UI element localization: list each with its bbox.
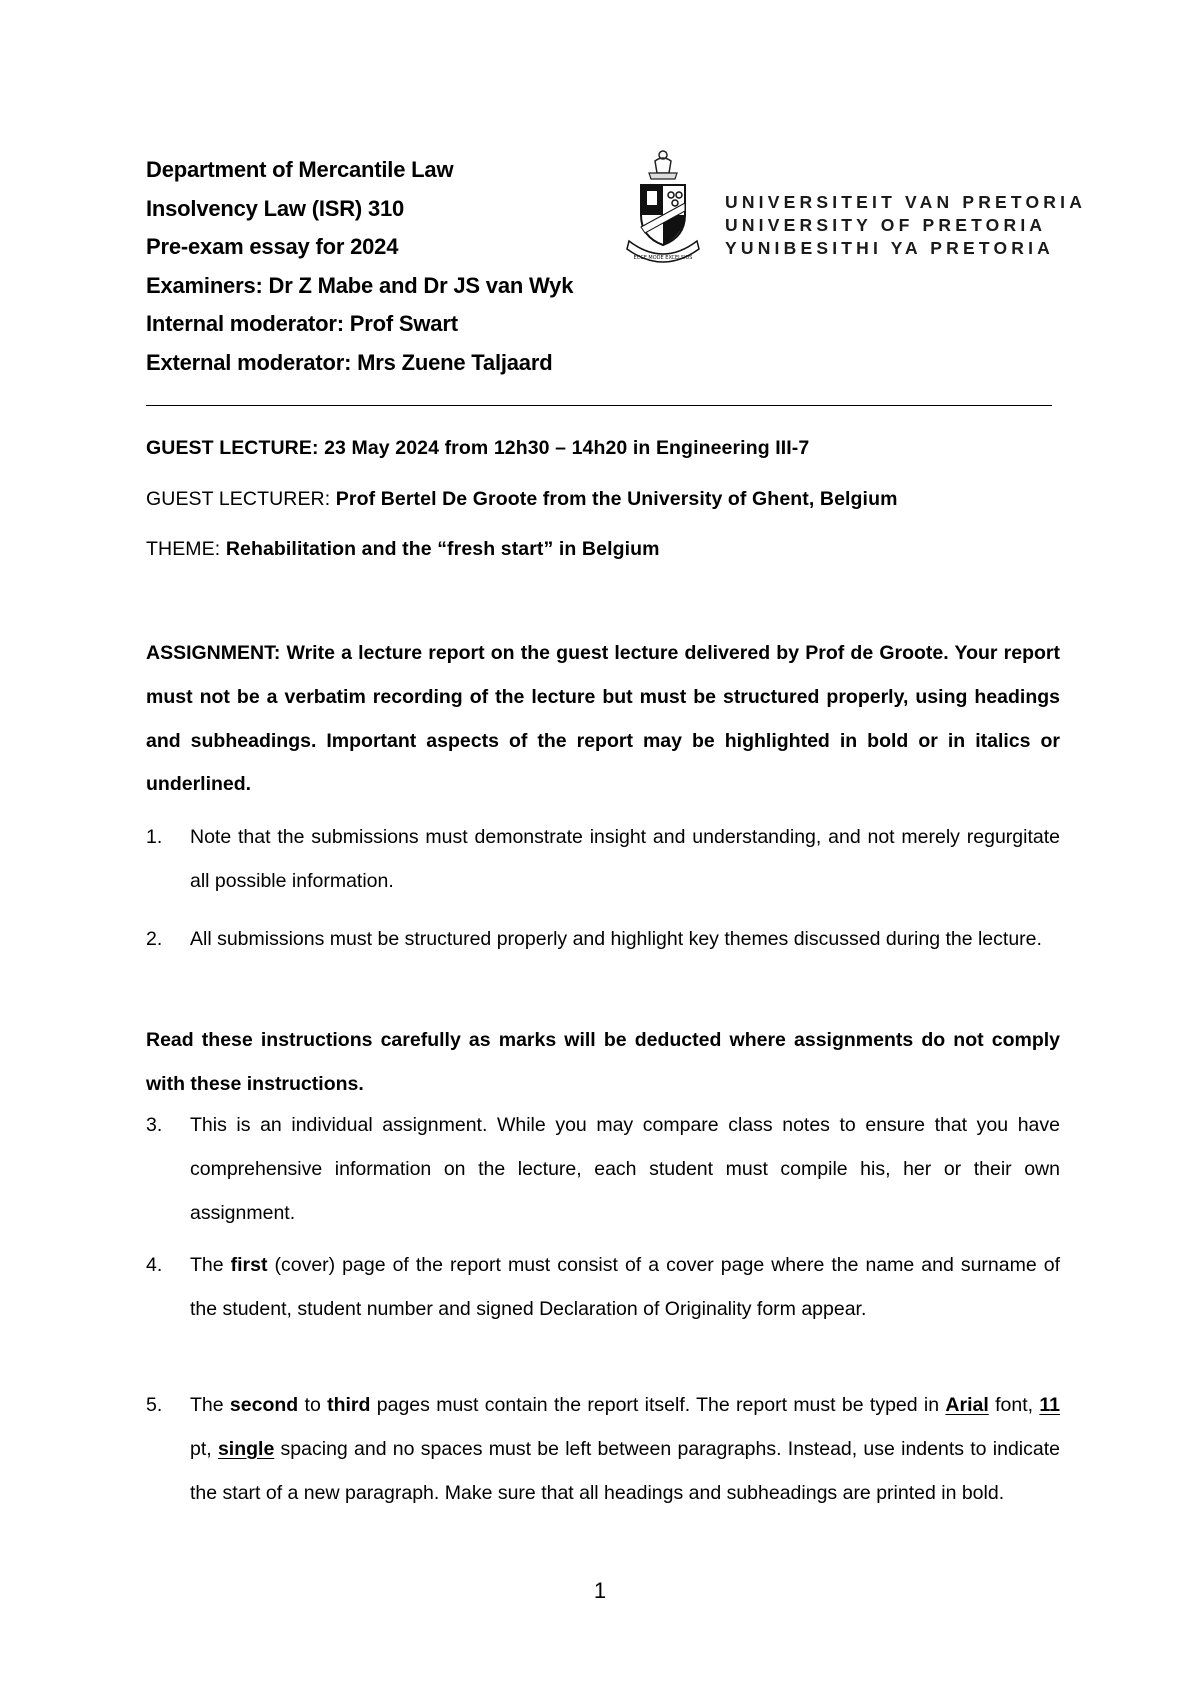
item5-mid2: pages must contain the report itself. The report must be typed in: [370, 1394, 946, 1416]
university-name-sepedi: YUNIBESITHI YA PRETORIA: [725, 238, 1055, 258]
university-name-afrikaans: UNIVERSITEIT VAN PRETORIA: [725, 192, 1087, 212]
instruction-item-2: [146, 918, 1060, 962]
warning-paragraph: Read these instructions carefully as marks will be deducted where assignments do not comply with these instructions.: [146, 1029, 1060, 1095]
item-text: This is an individual assignment. While you may compare class notes to ensure that you have comprehensive information on the lecture, each student must compile his, her or their own assignment.: [190, 1114, 1060, 1224]
examiners-line: Examiners: Dr Z Mabe and Dr JS van Wyk: [146, 272, 574, 298]
header-divider: [146, 405, 1052, 406]
item-number: 4.: [146, 1254, 163, 1276]
guest-lecture-value: 23 May 2024 from 12h30 – 14h20 in Engineering III-7: [324, 437, 810, 459]
assignment-paragraph: ASSIGNMENT: Write a lecture report on the guest lecture delivered by Prof de Groote. Your report must not be a verbatim recording of the lecture but must be structured properly, using headings and subheadings. Important aspects of the report may be highlighted in bold or in italics or underlined.: [146, 642, 1060, 796]
item5-bold-third: third: [327, 1394, 371, 1416]
theme-line: [146, 538, 660, 561]
item-number: 1.: [146, 826, 163, 848]
theme-value: Rehabilitation and the “fresh start” in Belgium: [225, 538, 660, 560]
theme-label: THEME:: [146, 538, 221, 560]
item4-post: (cover) page of the report must consist of a cover page where the name and surname of the student, student number and signed Declaration of Originality form appear.: [190, 1254, 1060, 1320]
item-number: 2.: [146, 928, 163, 950]
university-name-english: UNIVERSITY OF PRETORIA: [725, 215, 1047, 235]
guest-lecturer-label: GUEST LECTURER:: [146, 488, 331, 510]
crest-motto: ECCE MODE EXCELSIUS: [633, 255, 693, 261]
item5-pre: The: [190, 1394, 230, 1416]
item-number: 5.: [146, 1394, 163, 1416]
item5-size: 11: [1039, 1394, 1060, 1416]
course-line: Insolvency Law (ISR) 310: [146, 195, 405, 221]
university-logo: [625, 145, 1087, 275]
item4-pre: The: [190, 1254, 231, 1276]
guest-lecturer-line: [146, 488, 898, 511]
item5-mid4: pt,: [190, 1437, 218, 1460]
internal-moderator-line: Internal moderator: Prof Swart: [146, 311, 458, 336]
essay-line: Pre-exam essay for 2024: [146, 234, 399, 259]
item5-bold-second: second: [229, 1394, 299, 1416]
document-header: [146, 151, 626, 382]
item-text: [190, 1384, 1060, 1515]
item-text: [190, 1244, 1060, 1332]
instruction-item-5: [146, 1384, 1060, 1515]
item-number: 3.: [146, 1114, 163, 1136]
page-number: 1: [593, 1578, 607, 1603]
instruction-item-1: [146, 816, 1060, 904]
item4-bold: first: [230, 1254, 268, 1276]
item5-font: Arial: [945, 1394, 989, 1416]
item5-mid3: font,: [988, 1394, 1040, 1416]
guest-lecture-line: [146, 437, 809, 460]
instruction-item-4: [146, 1244, 1060, 1332]
guest-lecture-label: GUEST LECTURE:: [146, 437, 319, 459]
item-text: All submissions must be structured properly and highlight key themes discussed during the lecture.: [190, 928, 1042, 950]
guest-lecturer-value: Prof Bertel De Groote from the University of Ghent, Belgium: [335, 488, 898, 510]
item5-mid1: to: [298, 1394, 328, 1416]
university-crest-icon: [625, 145, 715, 275]
instruction-item-3: [146, 1104, 1060, 1235]
external-moderator-line: External moderator: Mrs Zuene Taljaard: [146, 349, 553, 375]
department-line: Department of Mercantile Law: [146, 157, 454, 182]
item5-spacing: single: [217, 1437, 275, 1460]
item5-post: spacing and no spaces must be left between paragraphs. Instead, use indents to indicate the start of a new paragraph. Make sure that all headings and subheadings are printed in bold.: [190, 1437, 1060, 1504]
university-name: [725, 191, 1086, 260]
item-text: Note that the submissions must demonstrate insight and understanding, and not merely regurgitate all possible information.: [190, 826, 1060, 892]
